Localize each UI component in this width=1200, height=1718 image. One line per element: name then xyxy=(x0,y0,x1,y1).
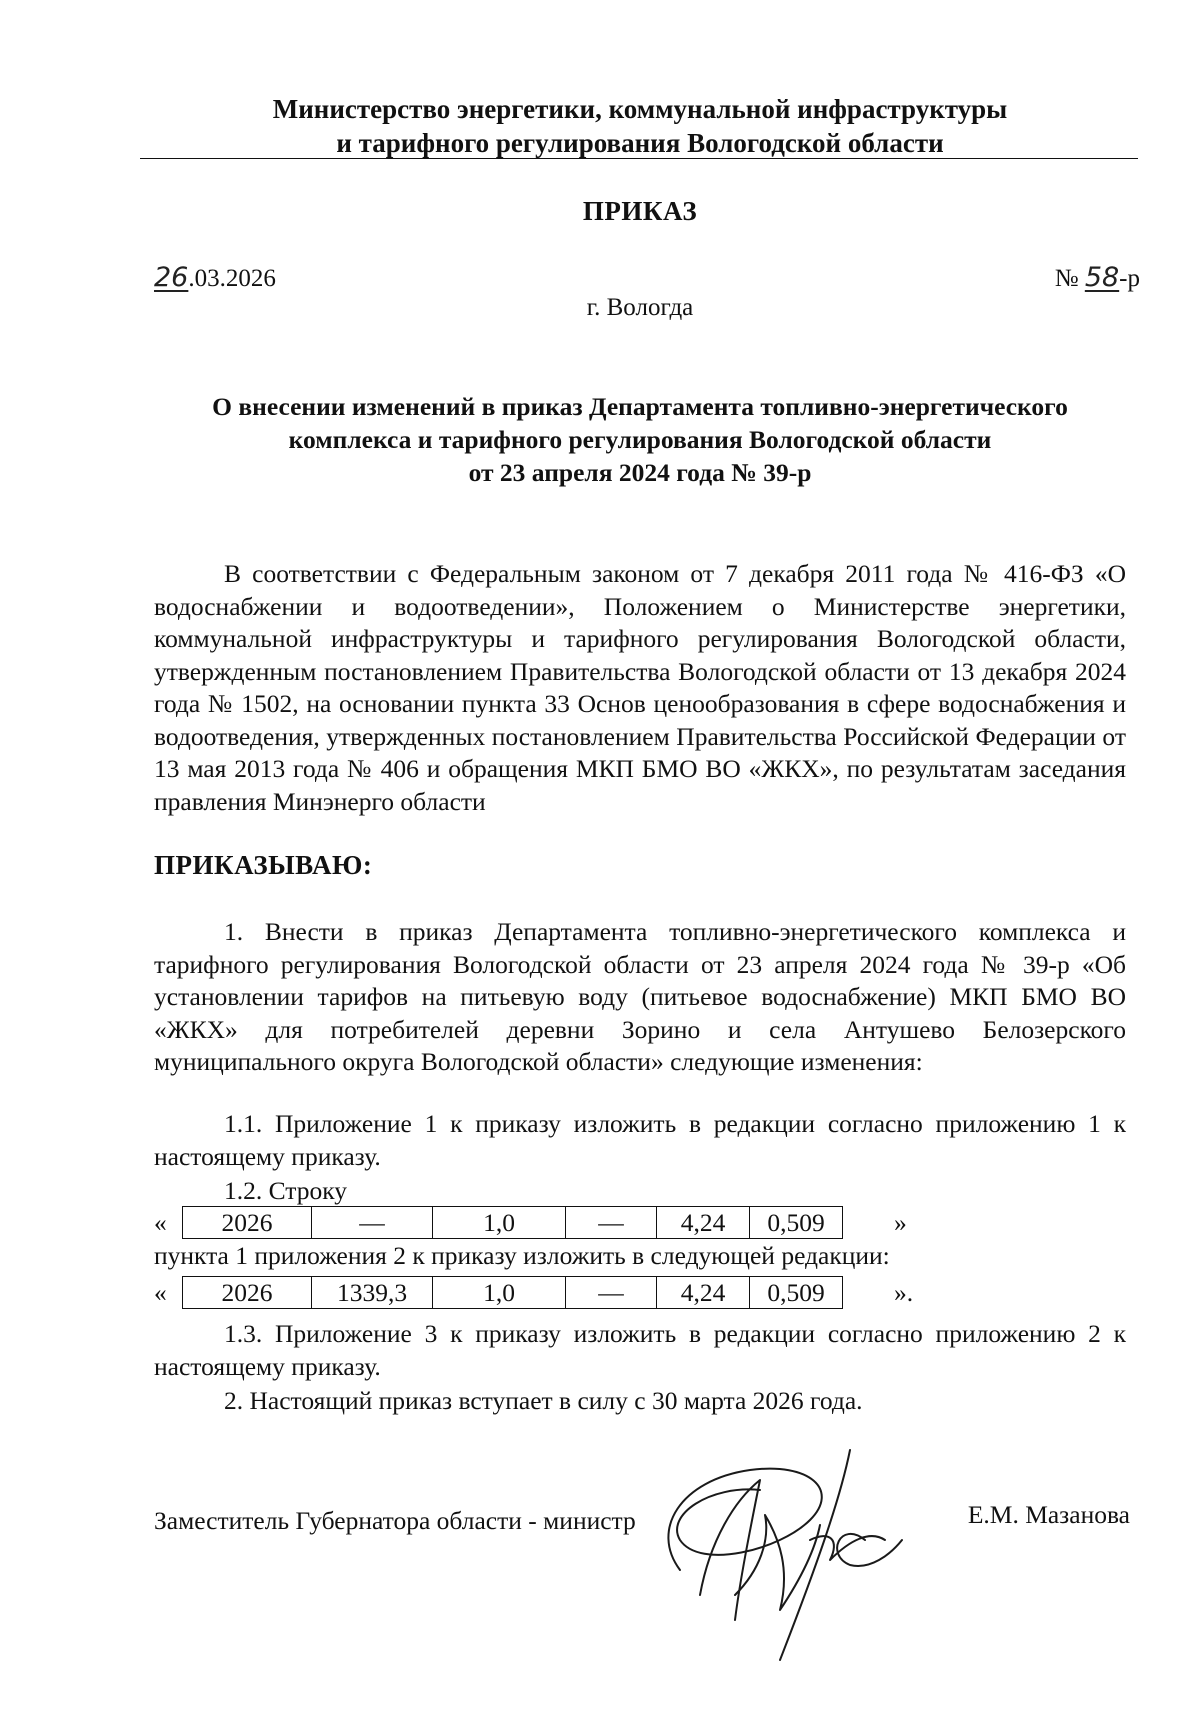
cell-year: 2026 xyxy=(183,1277,312,1309)
handwritten-signature xyxy=(640,1420,940,1680)
cell-value-5: 4,24 xyxy=(657,1277,750,1309)
preamble-paragraph: В соответствии с Федеральным законом от 7 декабря 2011 года № 416-ФЗ «О водоснабжении и водоотведении», Положением о Министерстве энергетики, коммунальной инфраструктуры и тарифного регулирования Вологодской области, утвержденным постановлением Правительства Вологодской области от 13 декабря 2024 года № 1502, на основании пункта 33 Основ ценообразования в сфере водоснабжения и водоотведения, утвержденных постановлением Правительства Российской Федерации от 13 мая 2013 года № 406 и обращения МКП БМО ВО «ЖКХ», по результатам заседания правления Минэнерго области xyxy=(154,559,1126,816)
date-handwritten-day: 26 xyxy=(154,262,189,293)
document-title: ПРИКАЗ xyxy=(582,196,698,226)
item-1-2-label: 1.2. Строку xyxy=(224,1176,348,1205)
subject-line-3: от 23 апреля 2024 года № 39-р xyxy=(468,458,812,487)
close-quote: » xyxy=(894,1208,907,1237)
ministry-header xyxy=(140,92,1140,160)
cell-value-4: — xyxy=(566,1207,657,1239)
close-quote: ». xyxy=(894,1278,914,1307)
cell-value-5: 4,24 xyxy=(657,1207,750,1239)
number-suffix: -р xyxy=(1119,265,1140,292)
table-row xyxy=(183,1207,843,1239)
tariff-row-new xyxy=(154,1276,1084,1310)
cell-value-2: — xyxy=(312,1207,433,1239)
document-date xyxy=(154,262,276,293)
order-word: ПРИКАЗЫВАЮ: xyxy=(154,850,373,880)
open-quote: « xyxy=(154,1278,167,1307)
header-divider xyxy=(140,158,1138,159)
tariff-table-new xyxy=(182,1276,843,1309)
cell-value-6: 0,509 xyxy=(750,1207,843,1239)
item-2-paragraph: 2. Настоящий приказ вступает в силу с 30 марта 2026 года. xyxy=(224,1386,863,1415)
subject-line-1: О внесении изменений в приказ Департамента топливно-энергетического xyxy=(212,392,1068,421)
cell-value-3: 1,0 xyxy=(433,1207,566,1239)
mid-text: пункта 1 приложения 2 к приказу изложить в следующей редакции: xyxy=(154,1241,890,1270)
item-1-paragraph: 1. Внести в приказ Департамента топливно-энергетического комплекса и тарифного регулирования Вологодской области от 23 апреля 2024 года № 39-р «Об установлении тарифов на питьевую воду (питьевое водоснабжение) МКП БМО ВО «ЖКХ» для потребителей деревни Зорино и села Антушево Белозерского муниципального округа Вологодской области» следующие изменения: xyxy=(154,917,1126,1076)
document-number xyxy=(1055,262,1140,293)
cell-value-3: 1,0 xyxy=(433,1277,566,1309)
ministry-line-2: и тарифного регулирования Вологодской области xyxy=(336,128,944,158)
number-handwritten: 58 xyxy=(1084,262,1120,293)
table-row xyxy=(183,1277,843,1309)
cell-value-2: 1339,3 xyxy=(312,1277,433,1309)
ministry-line-1: Министерство энергетики, коммунальной инфраструктуры xyxy=(272,94,1008,124)
number-prefix: № xyxy=(1054,265,1085,292)
document-subject xyxy=(140,390,1140,489)
tariff-table-old xyxy=(182,1206,843,1239)
cell-year: 2026 xyxy=(183,1207,312,1239)
date-rest: .03.2026 xyxy=(188,265,276,292)
cell-value-6: 0,509 xyxy=(750,1277,843,1309)
item-1-1-paragraph: 1.1. Приложение 1 к приказу изложить в редакции согласно приложению 1 к настоящему приказу. xyxy=(154,1109,1126,1171)
open-quote: « xyxy=(154,1208,167,1237)
subject-line-2: комплекса и тарифного регулирования Вологодской области xyxy=(288,425,992,454)
signatory-position: Заместитель Губернатора области - министр xyxy=(154,1506,636,1535)
item-1-3-paragraph: 1.3. Приложение 3 к приказу изложить в редакции согласно приложению 2 к настоящему приказу. xyxy=(154,1319,1126,1381)
signatory-name: Е.М. Мазанова xyxy=(967,1500,1130,1529)
tariff-row-old xyxy=(154,1206,1084,1240)
cell-value-4: — xyxy=(566,1277,657,1309)
document-city: г. Вологда xyxy=(586,294,694,321)
